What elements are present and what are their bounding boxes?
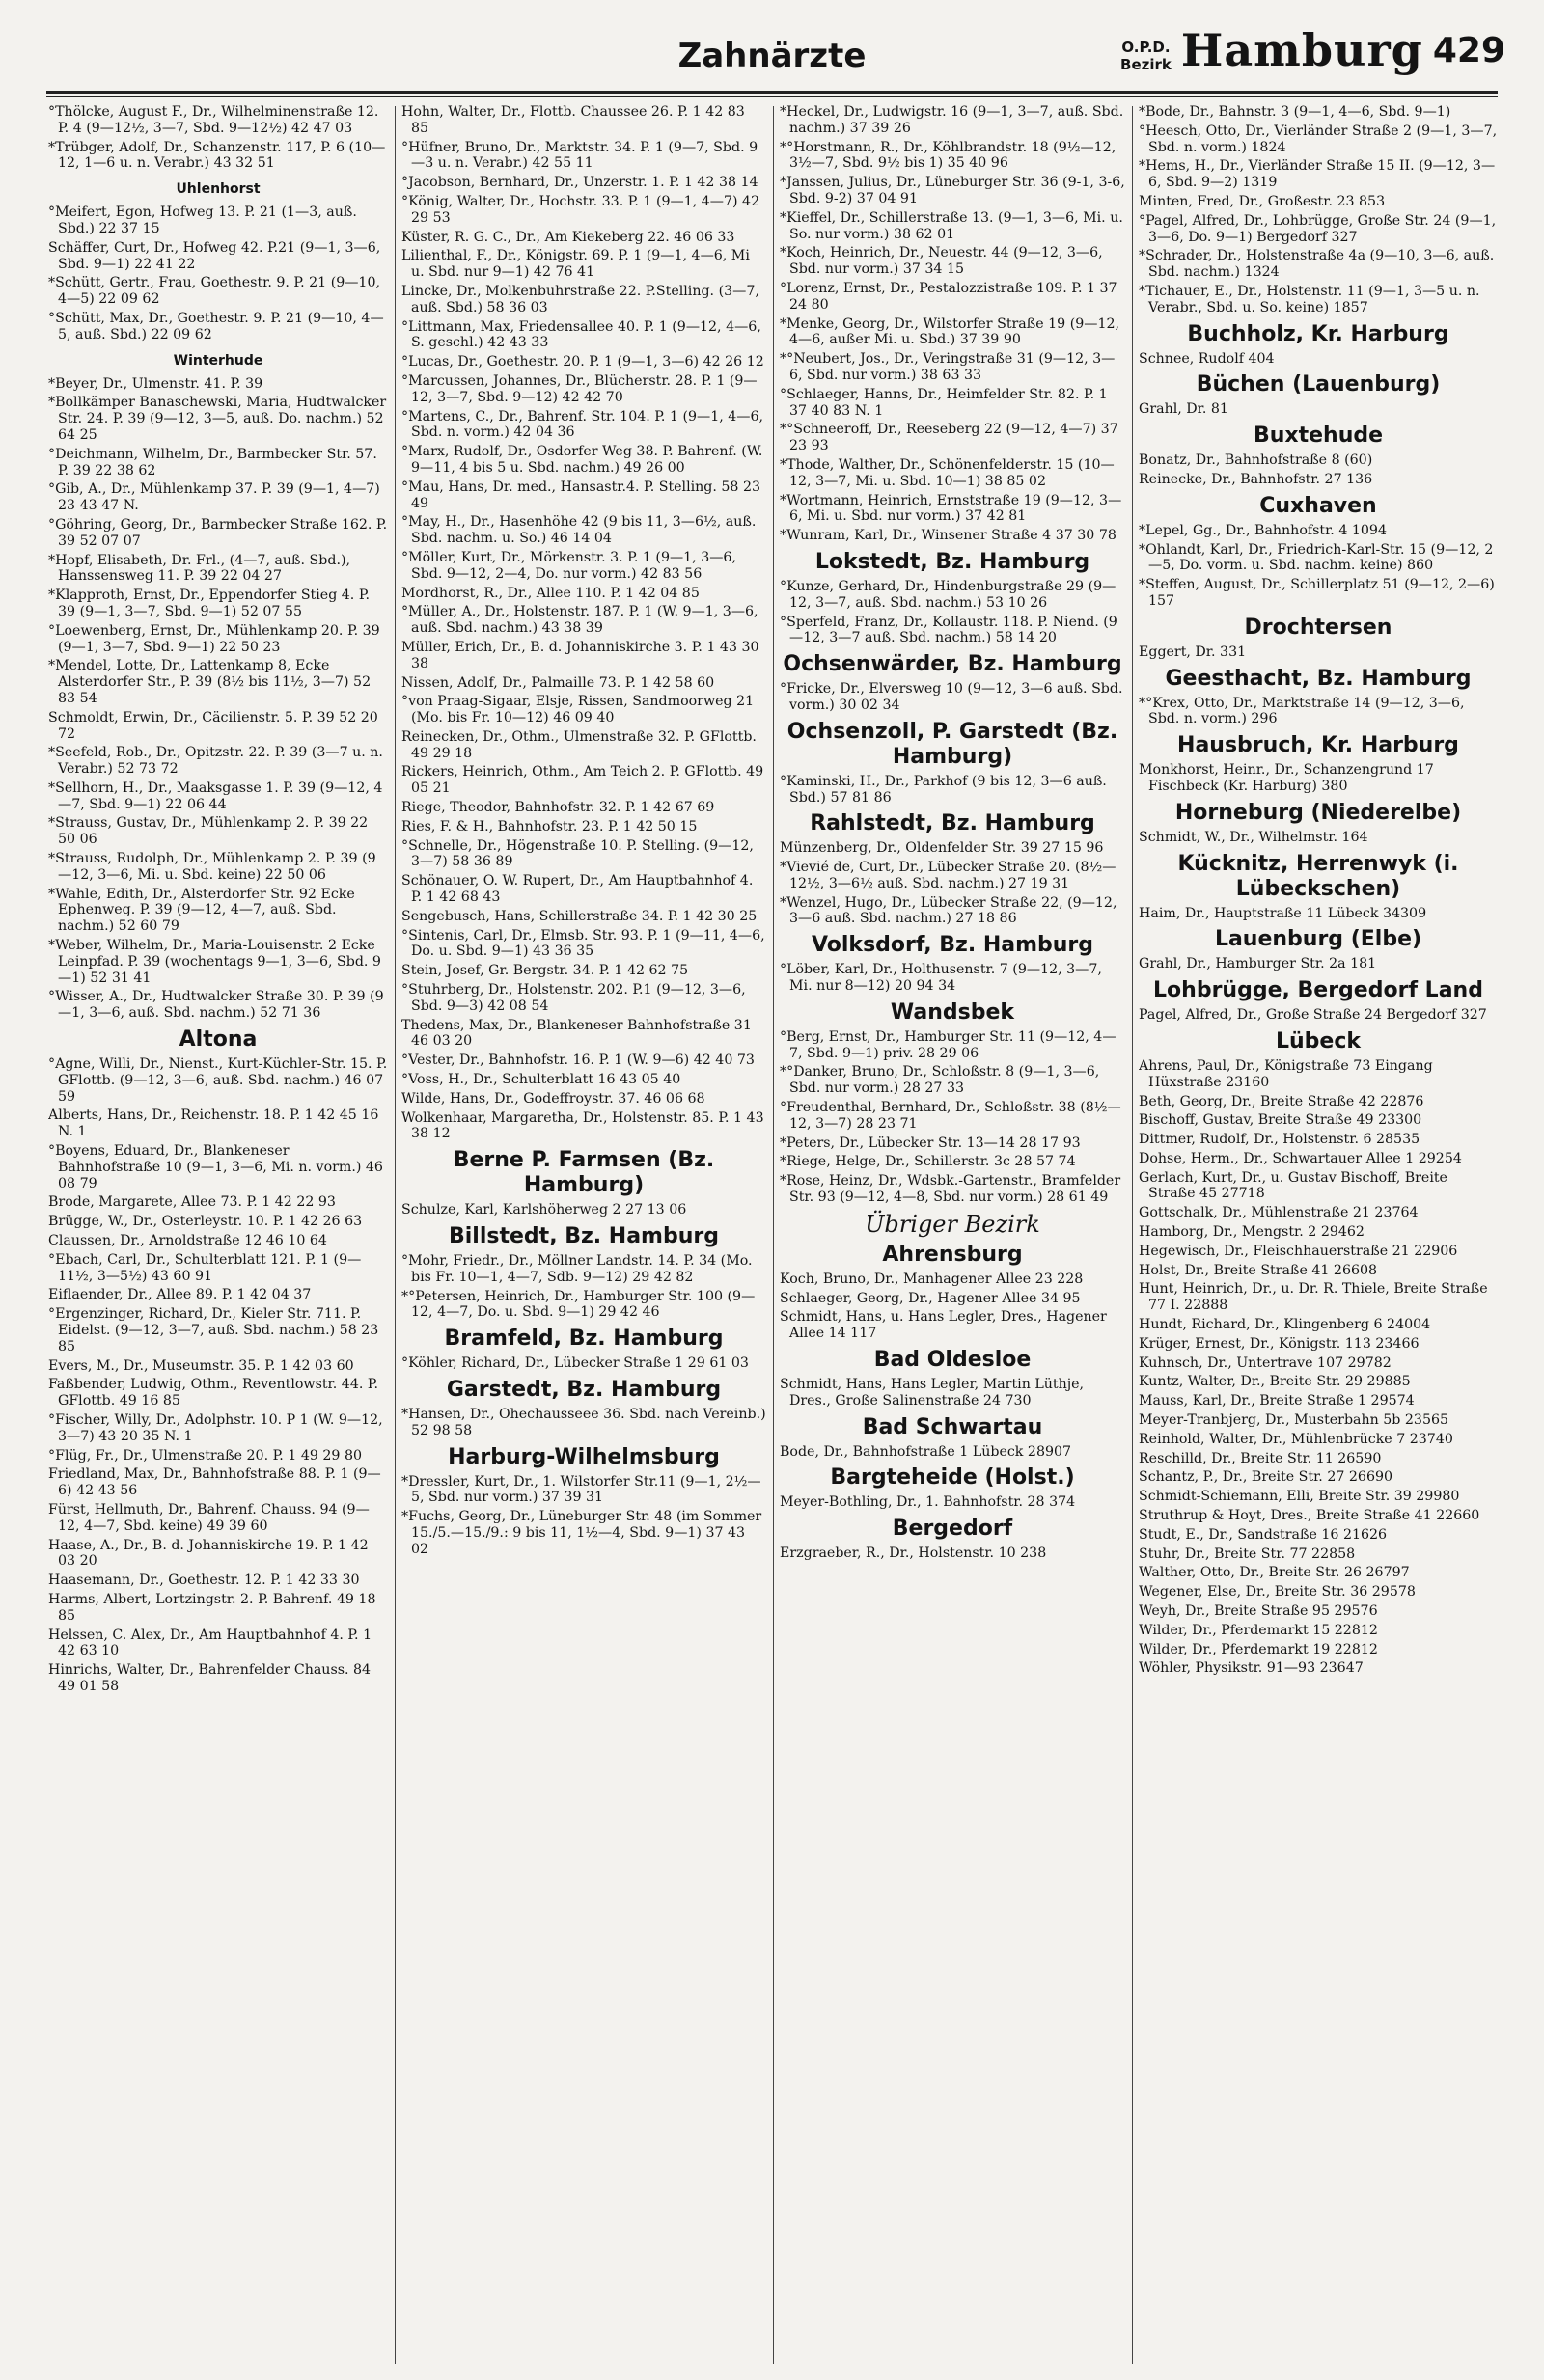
directory-entry: Küster, R. G. C., Dr., Am Kiekeberg 22. 46 06 33 [401,229,735,245]
directory-entry: °Mau, Hans, Dr. med., Hansastr.4. P. Stelling. 58 23 49 [401,479,761,511]
directory-entry: *Schütt, Gertr., Frau, Goethestr. 9. P. 21 (9—10, 4—5) 22 09 62 [48,275,381,308]
directory-entry: °Hüfner, Bruno, Dr., Marktstr. 34. P. 1 (9—7, Sbd. 9—3 u. n. Verabr.) 42 55 11 [401,139,758,172]
directory-entry: *Strauss, Gustav, Dr., Mühlenkamp 2. P. 39 22 50 06 [48,815,369,848]
directory-entry: °Pagel, Alfred, Dr., Lohbrügge, Große Str. 24 (9—1, 3—6, Do. 9—1) Bergedorf 327 [1139,212,1497,245]
directory-entry: Faßbender, Ludwig, Othm., Reventlowstr. 44. P. GFlottb. 49 16 85 [48,1377,379,1409]
directory-entry: *Schrader, Dr., Holstenstraße 4a (9—10, 3—6, auß. Sbd. nachm.) 1324 [1139,248,1495,281]
directory-entry: *Wortmann, Heinrich, Ernststraße 19 (9—12, 3—6, Mi. u. Sbd. nur vorm.) 37 42 81 [780,492,1122,525]
directory-entry: °Boyens, Eduard, Dr., Blankeneser Bahnhofstraße 10 (9—1, 3—6, Mi. n. vorm.) 46 08 79 [48,1143,383,1191]
directory-entry: *Klapproth, Ernst, Dr., Eppendorfer Stieg 4. P. 39 (9—1, 3—7, Sbd. 9—1) 52 07 55 [48,588,371,619]
directory-entry: °Lorenz, Ernst, Dr., Pestalozzistraße 109. P. 1 37 24 80 [780,280,1117,313]
district-heading: Uhlenhorst [176,181,261,198]
directory-entry: Lilienthal, F., Dr., Königstr. 69. P. 1 (9—1, 4—6, Mi u. Sbd. nur 9—1) 42 76 41 [401,248,750,281]
directory-entry: Brode, Margarete, Allee 73. P. 1 42 22 93 [48,1194,336,1211]
opd-top: O.P.D. [1121,39,1171,56]
directory-entry: °Fischer, Willy, Dr., Adolphstr. 10. P 1 (W. 9—12, 3—7) 43 20 35 N. 1 [48,1411,383,1444]
directory-entry: °Agne, Willi, Dr., Nienst., Kurt-Küchler-Str. 15. P. GFlottb. (9—12, 3—6, auß. Sbd. nachm.) 46 07 59 [48,1056,388,1105]
directory-entry: Dohse, Herm., Dr., Schwartauer Allee 1 29254 [1139,1150,1462,1166]
header-right [1120,24,1505,76]
directory-entry: °Ergenzinger, Richard, Dr., Kieler Str. 711. P. Eidelst. (9—12, 3—7, auß. Sbd. nachm.) 58 23 85 [48,1306,379,1354]
directory-entry: Wilde, Hans, Dr., Godeffroystr. 37. 46 06 68 [401,1090,705,1107]
directory-entry: Schmoldt, Erwin, Dr., Cäcilienstr. 5. P. 39 52 20 72 [48,709,378,742]
directory-entry: °Möller, Kurt, Dr., Mörkenstr. 3. P. 1 (9—1, 3—6, Sbd. 9—12, 2—4, Do. nur vorm.) 42 83 56 [401,549,736,582]
directory-entry: °Stuhrberg, Dr., Holstenstr. 202. P.1 (9—12, 3—6, Sbd. 9—3) 42 08 54 [401,982,746,1014]
section-heading: Übriger Bezirk [865,1210,1040,1238]
page-title: Zahnärzte [677,37,867,75]
directory-entry: Meyer-Tranbjerg, Dr., Musterbahn 5b 23565 [1139,1412,1449,1429]
directory-entry: *Rose, Heinz, Dr., Wdsbk.-Gartenstr., Bramfelder Str. 93 (9—12, 4—8, Sbd. nur vorm.) 28 61 49 [780,1173,1121,1206]
directory-entry: Harms, Albert, Lortzingstr. 2. P. Bahrenf. 49 18 85 [48,1591,376,1624]
directory-entry: Mauss, Karl, Dr., Breite Straße 1 29574 [1139,1393,1415,1409]
locality-heading: Cuxhaven [1259,493,1377,518]
directory-entry: Schlaeger, Georg, Dr., Hagener Allee 34 95 [780,1290,1081,1306]
directory-entry: °Gib, A., Dr., Mühlenkamp 37. P. 39 (9—1, 4—7) 23 43 47 N. [48,481,380,514]
directory-entry: Kuntz, Walter, Dr., Breite Str. 29 29885 [1139,1374,1411,1390]
directory-entry: Reinecke, Dr., Bahnhofstr. 27 136 [1139,471,1373,487]
directory-entry: Studt, E., Dr., Sandstraße 16 21626 [1139,1526,1388,1543]
directory-entry: Hundt, Richard, Dr., Klingenberg 6 24004 [1139,1317,1431,1333]
locality-heading: Hausbruch, Kr. Harburg [1177,733,1459,758]
directory-entry: *Koch, Heinrich, Dr., Neuestr. 44 (9—12, 3—6, Sbd. nur vorm.) 37 34 15 [780,245,1103,278]
directory-entry: Schmidt, W., Dr., Wilhelmstr. 164 [1139,829,1368,845]
directory-entry: °Deichmann, Wilhelm, Dr., Barmbecker Str. 57. P. 39 22 38 62 [48,446,377,479]
directory-entry: Gottschalk, Dr., Mühlenstraße 21 23764 [1139,1205,1419,1221]
directory-entry: Bonatz, Dr., Bahnhofstraße 8 (60) [1139,452,1373,469]
locality-heading: Altona [179,1027,258,1053]
directory-entry: Schmidt, Hans, u. Hans Legler, Dres., Hagener Allee 14 117 [780,1309,1107,1342]
directory-entry: *Sellhorn, H., Dr., Maaksgasse 1. P. 39 (9—12, 4—7, Sbd. 9—1) 22 06 44 [48,780,383,812]
directory-entry: Hinrichs, Walter, Dr., Bahrenfelder Chauss. 84 49 01 58 [48,1662,372,1694]
directory-entry: °von Praag-Sigaar, Elsje, Rissen, Sandmoorweg 21 (Mo. bis Fr. 10—12) 46 09 40 [401,694,755,726]
directory-entry: *Tichauer, E., Dr., Holstenstr. 11 (9—1, 3—5 u. n. Verabr., Sbd. u. So. keine) 1857 [1139,283,1480,315]
column-2 [401,104,766,2366]
directory-entry: °Kunze, Gerhard, Dr., Hindenburgstraße 29 (9—12, 3—7, auß. Sbd. nachm.) 53 10 26 [780,578,1117,611]
directory-entry: °Schütt, Max, Dr., Goethestr. 9. P. 21 (9—10, 4—5, auß. Sbd.) 22 09 62 [48,310,384,342]
locality-heading: Harburg-Wilhelmsburg [448,1444,720,1469]
directory-entry: Wilder, Dr., Pferdemarkt 19 22812 [1139,1641,1378,1657]
directory-entry: *Steffen, August, Dr., Schillerplatz 51 (9—12, 2—6) 157 [1139,577,1495,609]
directory-entry: Meyer-Bothling, Dr., 1. Bahnhofstr. 28 374 [780,1494,1076,1511]
directory-entry: *Dressler, Kurt, Dr., 1. Wilstorfer Str.11 (9—1, 2½—5, Sbd. nur vorm.) 37 39 31 [401,1473,761,1506]
directory-entry: Eiflaender, Dr., Allee 89. P. 1 42 04 37 [48,1287,312,1303]
directory-entry: Thedens, Max, Dr., Blankeneser Bahnhofstraße 31 46 03 20 [401,1017,752,1050]
locality-heading: Horneburg (Niederelbe) [1174,800,1462,825]
directory-entry: °Mohr, Friedr., Dr., Möllner Landstr. 14. P. 34 (Mo. bis Fr. 10—1, 4—7, Sdb. 9—12) 29 42 82 [401,1253,753,1285]
directory-entry: Koch, Bruno, Dr., Manhagener Allee 23 228 [780,1271,1084,1287]
directory-entry: Wegener, Else, Dr., Breite Str. 36 29578 [1139,1584,1416,1600]
directory-entry: *°Schneeroff, Dr., Reeseberg 22 (9—12, 4—7) 37 23 93 [780,422,1118,454]
directory-entry: °Fricke, Dr., Elversweg 10 (9—12, 3—6 auß. Sbd. vorm.) 30 02 34 [780,681,1123,713]
directory-entry: Reinecken, Dr., Othm., Ulmenstraße 32. P. GFlottb. 49 29 18 [401,728,757,761]
directory-entry: °Sperfeld, Franz, Dr., Kollaustr. 118. P. Niend. (9—12, 3—7 auß. Sbd. nachm.) 58 14 20 [780,614,1117,646]
directory-entry: Bischoff, Gustav, Breite Straße 49 23300 [1139,1112,1422,1129]
locality-heading: Lübeck [1275,1028,1362,1053]
directory-entry: °Wisser, A., Dr., Hudtwalcker Straße 30. P. 39 (9—1, 3—6, auß. Sbd. nachm.) 52 71 36 [48,989,384,1022]
locality-heading: Garstedt, Bz. Hamburg [446,1378,722,1402]
directory-entry: °Jacobson, Bernhard, Dr., Unzerstr. 1. P. 1 42 38 14 [401,175,758,191]
directory-entry: *Bollkämper Banaschewski, Maria, Hudtwalcker Str. 24. P. 39 (9—12, 3—5, auß. Do. nachm.) 52 64 25 [48,395,387,443]
directory-entry: *Strauss, Rudolph, Dr., Mühlenkamp 2. P. 39 (9—12, 3—6, Mi. u. Sbd. keine) 22 50 06 [48,851,376,883]
directory-entry: Stein, Josef, Gr. Bergstr. 34. P. 1 42 62 75 [401,963,689,979]
directory-entry: *Heckel, Dr., Ludwigstr. 16 (9—1, 3—7, auß. Sbd. nachm.) 37 39 26 [780,104,1124,136]
directory-entry: Helssen, C. Alex, Dr., Am Hauptbahnhof 4. P. 1 42 63 10 [48,1627,372,1659]
locality-heading: Bargteheide (Holst.) [830,1465,1075,1491]
directory-entry: *Thode, Walther, Dr., Schönenfelderstr. 15 (10—12, 3—7, Mi. u. Sbd. 10—1) 38 85 02 [780,456,1115,489]
directory-entry: Mordhorst, R., Dr., Allee 110. P. 1 42 04 85 [401,585,700,601]
directory-entry: Fürst, Hellmuth, Dr., Bahrenf. Chauss. 94 (9—12, 4—7, Sbd. keine) 49 39 60 [48,1501,370,1534]
locality-heading: Lohbrügge, Bergedorf Land [1153,978,1483,1003]
directory-entry: Monkhorst, Heinr., Dr., Schanzengrund 17 Fischbeck (Kr. Harburg) 380 [1139,762,1434,794]
directory-entry: °Marcussen, Johannes, Dr., Blücherstr. 28. P. 1 (9—12, 3—7, Sbd. 9—12) 42 42 70 [401,372,758,405]
directory-entry: *Hems, H., Dr., Vierländer Straße 15 II. (9—12, 3—6, Sbd. 9—2) 1319 [1139,158,1496,191]
directory-entry: °Schnelle, Dr., Högenstraße 10. P. Stelling. (9—12, 3—7) 58 36 89 [401,837,754,870]
directory-entry: *Ohlandt, Karl, Dr., Friedrich-Karl-Str. 15 (9—12, 2—5, Do. vorm. u. Sbd. nachm. keine) 860 [1139,541,1494,574]
directory-entry: Sengebusch, Hans, Schillerstraße 34. P. 1 42 30 25 [401,908,758,924]
directory-entry: Schönauer, O. W. Rupert, Dr., Am Hauptbahnhof 4. P. 1 42 68 43 [401,873,754,906]
locality-heading: Ochsenwärder, Bz. Hamburg [783,652,1122,677]
directory-entry: *Hopf, Elisabeth, Dr. Frl., (4—7, auß. Sbd.), Hanssensweg 11. P. 39 22 04 27 [48,552,350,585]
directory-entry: Claussen, Dr., Arnoldstraße 12 46 10 64 [48,1233,327,1249]
directory-entry: °Vester, Dr., Bahnhofstr. 16. P. 1 (W. 9—6) 42 40 73 [401,1053,755,1069]
directory-entry: Hegewisch, Dr., Fleischhauerstraße 21 22906 [1139,1243,1458,1259]
directory-entry: Dittmer, Rudolf, Dr., Holstenstr. 6 28535 [1139,1132,1420,1148]
running-head [39,19,1505,77]
column-divider [395,106,396,2364]
directory-entry: Haim, Dr., Hauptstraße 11 Lübeck 34309 [1139,905,1427,921]
opd-label [1120,39,1172,73]
directory-entry: *Wahle, Edith, Dr., Alsterdorfer Str. 92 Ecke Ephenweg. P. 39 (9—12, 4—7, auß. Sbd. nachm.) 52 60 79 [48,886,355,935]
locality-heading: Ochsenzoll, P. Garstedt (Bz. Hamburg) [786,719,1118,769]
directory-entry: °Sintenis, Carl, Dr., Elmsb. Str. 93. P. 1 (9—11, 4—6, Do. u. Sbd. 9—1) 43 36 35 [401,927,765,960]
directory-entry: Schnee, Rudolf 404 [1139,350,1275,367]
directory-entry: *Fuchs, Georg, Dr., Lüneburger Str. 48 (im Sommer 15./5.—15./9.: 9 bis 11, 1½—4, Sbd. 9—1) 37 43 02 [401,1509,762,1557]
directory-entry: *Peters, Dr., Lübecker Str. 13—14 28 17 93 [780,1135,1081,1151]
directory-entry: *Weber, Wilhelm, Dr., Maria-Louisenstr. 2 Ecke Leinpfad. P. 39 (wochentags 9—1, 3—6, Sbd. 9—1) 52 31 41 [48,938,381,986]
directory-entry: °Martens, C., Dr., Bahrenf. Str. 104. P. 1 (9—1, 4—6, Sbd. n. vorm.) 42 04 36 [401,408,764,441]
locality-heading: Geesthacht, Bz. Hamburg [1165,666,1472,691]
directory-entry: °Kaminski, H., Dr., Parkhof (9 bis 12, 3—6 auß. Sbd.) 57 81 86 [780,773,1107,806]
directory-entry: Haase, A., Dr., B. d. Johanniskirche 19. P. 1 42 03 20 [48,1537,369,1570]
directory-entry: *Bode, Dr., Bahnstr. 3 (9—1, 4—6, Sbd. 9—1) [1139,104,1451,120]
city-name: Hamburg [1180,24,1423,76]
directory-entry: Münzenberg, Dr., Oldenfelder Str. 39 27 15 96 [780,840,1104,857]
directory-entry: Walther, Otto, Dr., Breite Str. 26 26797 [1139,1565,1410,1581]
directory-entry: °Littmann, Max, Friedensallee 40. P. 1 (9—12, 4—6, S. geschl.) 42 43 33 [401,318,761,351]
directory-entry: Haasemann, Dr., Goethestr. 12. P. 1 42 33 30 [48,1573,360,1589]
directory-entry: Wöhler, Physikstr. 91—93 23647 [1139,1660,1364,1677]
directory-entry: Rickers, Heinrich, Othm., Am Teich 2. P. GFlottb. 49 05 21 [401,764,764,797]
directory-entry: Wilder, Dr., Pferdemarkt 15 22812 [1139,1622,1378,1638]
directory-entry: °May, H., Dr., Hasenhöhe 42 (9 bis 11, 3—6½, auß. Sbd. nachm. u. So.) 46 14 04 [401,514,757,547]
directory-entry: Gerlach, Kurt, Dr., u. Gustav Bischoff, Breite Straße 45 27718 [1139,1169,1448,1202]
locality-heading: Bad Oldesloe [873,1348,1032,1373]
directory-entry: °Berg, Ernst, Dr., Hamburger Str. 11 (9—12, 4—7, Sbd. 9—1) priv. 28 29 06 [780,1028,1117,1061]
directory-entry: °Marx, Rudolf, Dr., Osdorfer Weg 38. P. Bahrenf. (W. 9—11, 4 bis 5 u. Sbd. nachm.) 49 26 00 [401,444,763,476]
directory-entry: *Beyer, Dr., Ulmenstr. 41. P. 39 [48,375,263,392]
directory-entry: °Heesch, Otto, Dr., Vierländer Straße 2 (9—1, 3—7, Sbd. n. vorm.) 1824 [1139,123,1498,155]
column-1 [48,104,388,2366]
directory-entry: Ahrens, Paul, Dr., Königstraße 73 Eingang Hüxstraße 23160 [1139,1057,1433,1090]
locality-heading: Lokstedt, Bz. Hamburg [814,549,1090,574]
locality-heading: Volksdorf, Bz. Hamburg [811,933,1094,958]
locality-heading: Buchholz, Kr. Harburg [1187,321,1449,346]
directory-entry: Friedland, Max, Dr., Bahnhofstraße 88. P. 1 (9—6) 42 43 56 [48,1466,381,1499]
directory-entry: Schantz, P., Dr., Breite Str. 27 26690 [1139,1469,1393,1486]
directory-entry: °Ebach, Carl, Dr., Schulterblatt 121. P. 1 (9—11½, 3—5½) 43 60 91 [48,1251,362,1284]
directory-entry: Grahl, Dr. 81 [1139,401,1228,418]
directory-entry: Lincke, Dr., Molkenbuhrstraße 22. P.Stelling. (3—7, auß. Sbd.) 58 36 03 [401,283,759,315]
locality-heading: Bramfeld, Bz. Hamburg [444,1327,724,1352]
directory-entry: *°Danker, Bruno, Dr., Schloßstr. 8 (9—1, 3—6, Sbd. nur vorm.) 28 27 33 [780,1064,1100,1097]
header-rule [46,91,1498,94]
directory-entry: Alberts, Hans, Dr., Reichenstr. 18. P. 1 42 45 16 N. 1 [48,1108,379,1140]
directory-entry: °Flüg, Fr., Dr., Ulmenstraße 20. P. 1 49 29 80 [48,1447,362,1464]
locality-heading: Lauenburg (Elbe) [1214,927,1422,952]
directory-entry: Pagel, Alfred, Dr., Große Straße 24 Bergedorf 327 [1139,1007,1487,1024]
locality-heading: Rahlstedt, Bz. Hamburg [810,811,1095,836]
directory-entry: Struthrup & Hoyt, Dres., Breite Straße 41 22660 [1139,1508,1480,1524]
directory-entry: Grahl, Dr., Hamburger Str. 2a 181 [1139,956,1377,972]
directory-entry: *Janssen, Julius, Dr., Lüneburger Str. 36 (9-1, 3-6, Sbd. 9-2) 37 04 91 [780,175,1125,206]
directory-entry: °König, Walter, Dr., Hochstr. 33. P. 1 (9—1, 4—7) 42 29 53 [401,193,760,226]
locality-heading: Ahrensburg [882,1242,1023,1267]
directory-entry: Riege, Theodor, Bahnhofstr. 32. P. 1 42 67 69 [401,800,715,816]
opd-bottom: Bezirk [1120,56,1172,73]
column-divider [773,106,774,2364]
locality-heading: Büchen (Lauenburg) [1196,372,1441,397]
locality-heading: Bad Schwartau [862,1414,1043,1439]
directory-entry: Hohn, Walter, Dr., Flottb. Chaussee 26. P. 1 42 83 85 [401,104,745,136]
directory-entry: *Kieffel, Dr., Schillerstraße 13. (9—1, 3—6, Mi. u. So. nur vorm.) 38 62 01 [780,209,1123,242]
locality-heading: Drochtersen [1244,615,1392,640]
directory-entry: *Menke, Georg, Dr., Wilstorfer Straße 19 (9—12, 4—6, außer Mi. u. Sbd.) 37 39 90 [780,315,1120,348]
directory-entry: Nissen, Adolf, Dr., Palmaille 73. P. 1 42 58 60 [401,674,715,691]
directory-entry: *°Petersen, Heinrich, Dr., Hamburger Str. 100 (9—12, 4—7, Do. u. Sbd. 9—1) 29 42 46 [401,1288,756,1321]
directory-entry: °Köhler, Richard, Dr., Lübecker Straße 1 29 61 03 [401,1355,749,1372]
directory-entry: *Vievié de, Curt, Dr., Lübecker Straße 20. (8½—12½, 3—6½ auß. Sbd. nachm.) 27 19 31 [780,860,1117,891]
directory-entry: *Mendel, Lotte, Dr., Lattenkamp 8, Ecke Alsterdorfer Str., P. 39 (8½ bis 11½, 3—7) 52 83 54 [48,658,372,706]
locality-heading: Buxtehude [1253,424,1384,449]
directory-entry: Kuhnsch, Dr., Untertrave 107 29782 [1139,1354,1392,1371]
directory-entry: Wolkenhaar, Margaretha, Dr., Holstenstr. 85. P. 1 43 38 12 [401,1109,764,1142]
directory-entry: *°Horstmann, R., Dr., Köhlbrandstr. 18 (9½—12, 3½—7, Sbd. 9½ bis 1) 35 40 96 [780,139,1117,172]
directory-entry: °Müller, A., Dr., Holstenstr. 187. P. 1 (W. 9—1, 3—6, auß. Sbd. nachm.) 43 38 39 [401,604,758,637]
locality-heading: Wandsbek [890,999,1015,1025]
directory-entry: Ries, F. & H., Bahnhofstr. 23. P. 1 42 50 15 [401,818,698,834]
directory-entry: Weyh, Dr., Breite Straße 95 29576 [1139,1603,1378,1620]
directory-entry: *Wunram, Karl, Dr., Winsener Straße 4 37 30 78 [780,528,1117,544]
directory-entry: Reinhold, Walter, Dr., Mühlenbrücke 7 23740 [1139,1431,1453,1447]
directory-entry: Minten, Fred, Dr., Großestr. 23 853 [1139,193,1386,209]
directory-entry: Eggert, Dr. 331 [1139,643,1247,660]
directory-entry: *Riege, Helge, Dr., Schillerstr. 3c 28 57 74 [780,1154,1076,1170]
directory-entry: Reschilld, Dr., Breite Str. 11 26590 [1139,1450,1382,1466]
column-divider [1132,106,1133,2364]
directory-entry: Schulze, Karl, Karlshöherweg 2 27 13 06 [401,1202,687,1218]
directory-entry: Brügge, W., Dr., Osterleystr. 10. P. 1 42 26 63 [48,1214,363,1230]
directory-entry: Bode, Dr., Bahnhofstraße 1 Lübeck 28907 [780,1443,1072,1460]
directory-entry: Evers, M., Dr., Museumstr. 35. P. 1 42 03 60 [48,1357,354,1374]
directory-entry: Hamborg, Dr., Mengstr. 2 29462 [1139,1224,1365,1241]
directory-entry: °Meifert, Egon, Hofweg 13. P. 21 (1—3, auß. Sbd.) 22 37 15 [48,205,357,236]
directory-entry: °Thölcke, August F., Dr., Wilhelminenstraße 12. P. 4 (9—12½, 3—7, Sbd. 9—12½) 42 47 03 [48,104,379,136]
header-rule-thin [46,96,1498,97]
directory-entry: Schmidt-Schiemann, Elli, Breite Str. 39 29980 [1139,1489,1460,1505]
directory-entry: *Seefeld, Rob., Dr., Opitzstr. 22. P. 39 (3—7 u. n. Verabr.) 52 73 72 [48,745,383,778]
directory-entry: *°Krex, Otto, Dr., Marktstraße 14 (9—12, 3—6, Sbd. n. vorm.) 296 [1139,695,1465,727]
directory-entry: Krüger, Ernest, Dr., Königstr. 113 23466 [1139,1335,1420,1352]
directory-entry: Beth, Georg, Dr., Breite Straße 42 22876 [1139,1093,1424,1109]
locality-heading: Berne P. Farmsen (Bz. Hamburg) [453,1148,715,1198]
directory-entry: Schäffer, Curt, Dr., Hofweg 42. P.21 (9—1, 3—6, Sbd. 9—1) 22 41 22 [48,239,381,272]
directory-entry: *Lepel, Gg., Dr., Bahnhofstr. 4 1094 [1139,522,1387,538]
directory-entry: °Freudenthal, Bernhard, Dr., Schloßstr. 38 (8½—12, 3—7) 28 23 71 [780,1100,1121,1132]
directory-entry: Erzgraeber, R., Dr., Holstenstr. 10 238 [780,1546,1047,1562]
directory-entry: *Trübger, Adolf, Dr., Schanzenstr. 117, P. 6 (10—12, 1—6 u. n. Verabr.) 43 32 51 [48,139,386,172]
directory-entry: Stuhr, Dr., Breite Str. 77 22858 [1139,1546,1356,1562]
directory-entry: *Hansen, Dr., Ohechausseee 36. Sbd. nach Vereinb.) 52 98 58 [401,1407,766,1438]
directory-entry: °Lucas, Dr., Goethestr. 20. P. 1 (9—1, 3—6) 42 26 12 [401,354,764,370]
directory-entry: Müller, Erich, Dr., B. d. Johanniskirche 3. P. 1 43 30 38 [401,639,759,671]
directory-entry: °Voss, H., Dr., Schulterblatt 16 43 05 40 [401,1072,681,1088]
directory-entry: *°Neubert, Jos., Dr., Veringstraße 31 (9—12, 3—6, Sbd. nur vorm.) 38 63 33 [780,351,1116,383]
column-4 [1139,104,1498,2366]
directory-entry: Schmidt, Hans, Hans Legler, Martin Lüthje, Dres., Große Salinenstraße 24 730 [780,1377,1085,1409]
directory-entry: °Löber, Karl, Dr., Holthusenstr. 7 (9—12, 3—7, Mi. nur 8—12) 20 94 34 [780,962,1102,995]
directory-entry: *Wenzel, Hugo, Dr., Lübecker Straße 22, (9—12, 3—6 auß. Sbd. nachm.) 27 18 86 [780,894,1117,927]
column-3 [780,104,1125,2366]
directory-entry: Hunt, Heinrich, Dr., u. Dr. R. Thiele, Breite Straße 77 I. 22888 [1139,1281,1488,1314]
locality-heading: Kücknitz, Herrenwyk (i. Lübeckschen) [1177,851,1459,901]
directory-entry: Holst, Dr., Breite Straße 41 26608 [1139,1262,1378,1278]
locality-heading: Billstedt, Bz. Hamburg [449,1224,719,1249]
page-number: 429 [1432,31,1505,70]
directory-entry: °Göhring, Georg, Dr., Barmbecker Straße 162. P. 39 52 07 07 [48,516,388,549]
directory-entry: °Schlaeger, Hanns, Dr., Heimfelder Str. 82. P. 1 37 40 83 N. 1 [780,386,1108,419]
directory-entry: °Loewenberg, Ernst, Dr., Mühlenkamp 20. P. 39 (9—1, 3—7, Sbd. 9—1) 22 50 23 [48,622,380,655]
district-heading: Winterhude [173,352,263,369]
locality-heading: Bergedorf [892,1517,1013,1542]
